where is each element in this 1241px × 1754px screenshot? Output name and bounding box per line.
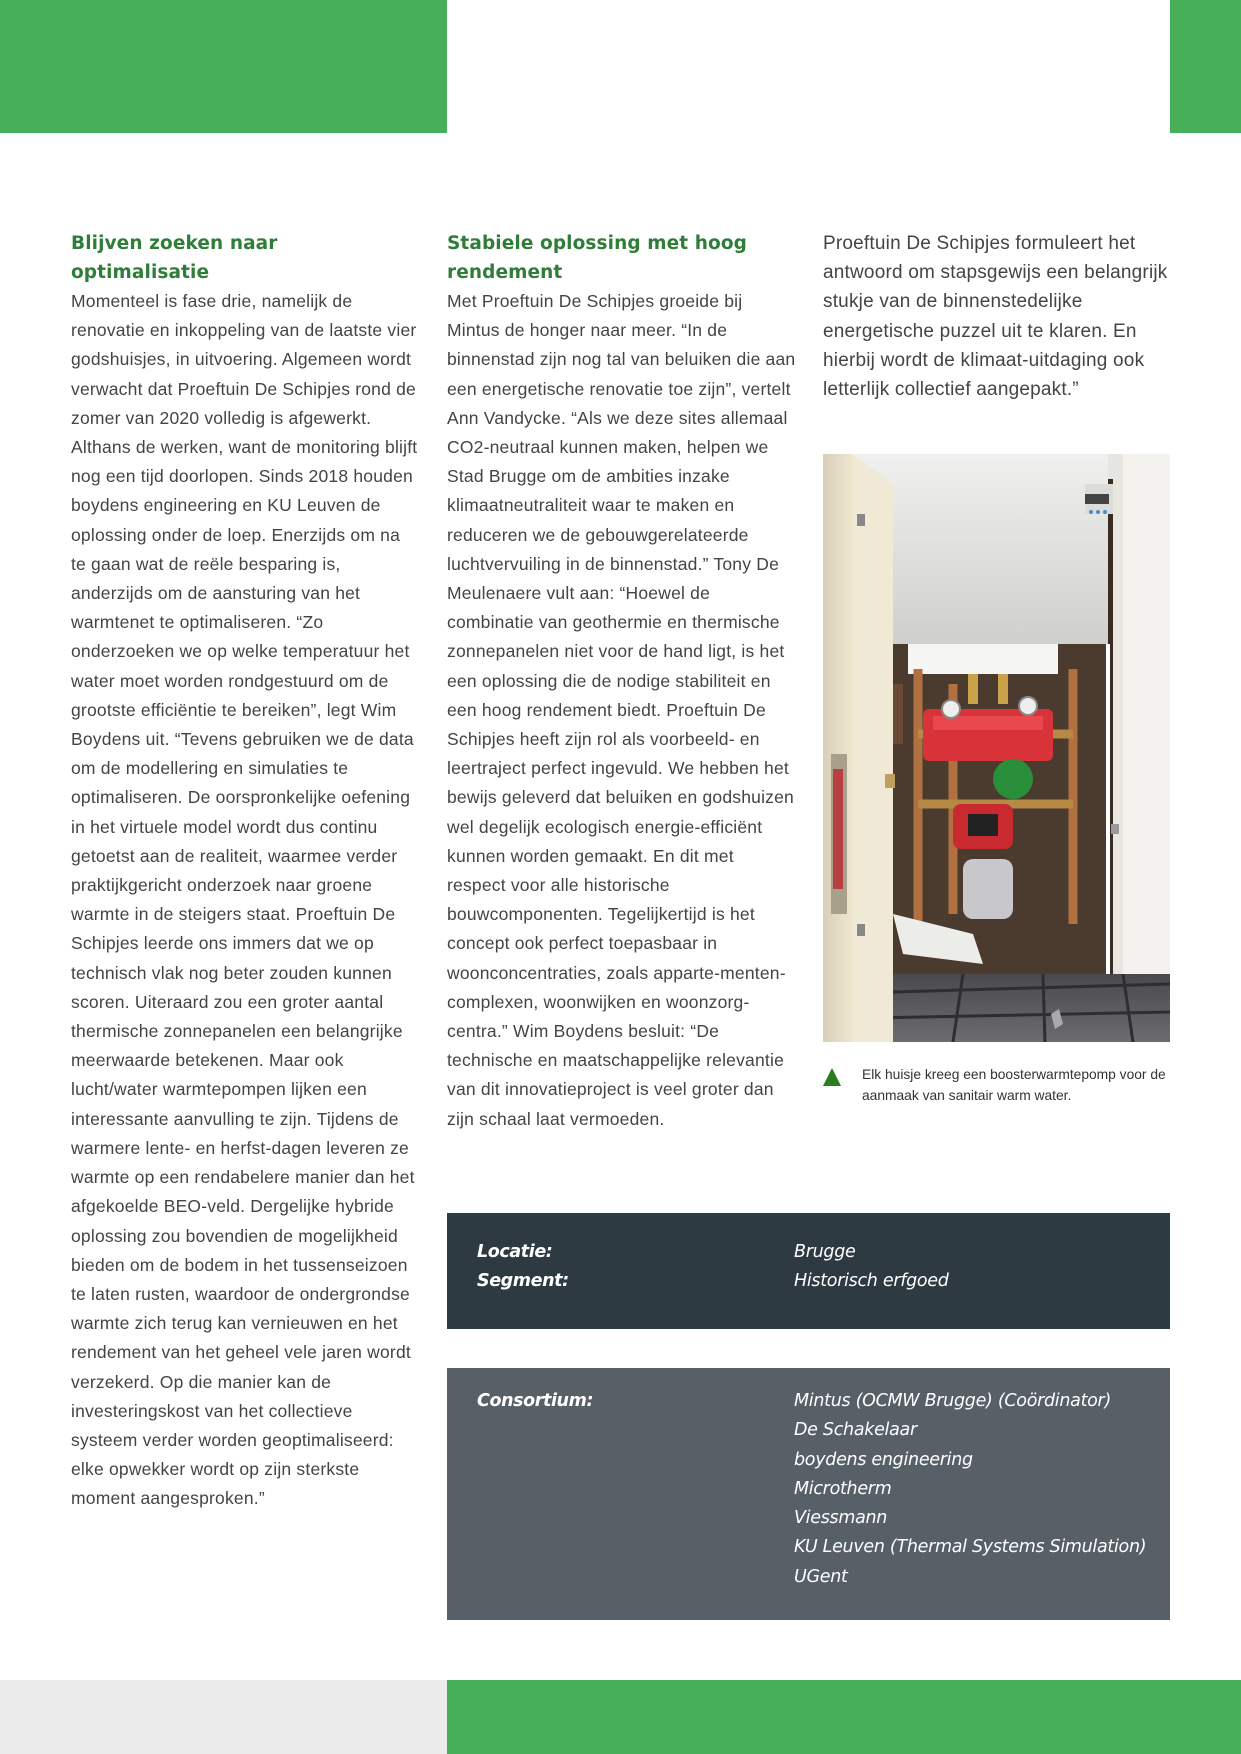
project-info-box [447, 1213, 1170, 1329]
triangle-up-icon [823, 1068, 841, 1086]
label-locatie: Locatie: [477, 1242, 553, 1262]
header-green-band-right [1170, 0, 1241, 133]
body-text-conclusie: Proeftuin De Schipjes formuleert het antwoord om stapsgewijs een belangrijk stukje van de binnenstedelijke energetische puzzel uit te klaren. En hierbij wordt de klimaat-uitdaging ook letterlijk collectief aangepakt.” [823, 233, 1168, 401]
consortium-box [447, 1368, 1170, 1620]
info-row-segment [477, 1267, 1140, 1296]
body-text-optimalisatie: Momenteel is fase drie, namelijk de renovatie en inkoppeling van de laatste vier godshuisjes, in uitvoering. Algemeen wordt verwacht dat Proeftuin De Schipjes rond de zomer van 2020 volledig is afgewerkt. Althans de werken, want de monitoring blijft nog een tijd doorlopen. Sinds 2018 houden boydens engineering en KU Leuven de oplossing onder de loep. Enerzijds om na te gaan wat de reële besparing is, anderzijds om de aansturing van het warmtenet te optimaliseren. “Zo onderzoeken we op welke temperatuur het water moet worden rondgestuurd om de grootste efficiëntie te bereiken”, legt Wim Boydens uit. “Tevens gebruiken we de data om de modellering en simulaties te optimaliseren. De oorspronkelijke oefening in het virtuele model wordt dus continu getoetst aan de realiteit, waarmee verder praktijkgericht onderzoek naar groene warmte in de steigers staat. Proeftuin De Schipjes leerde ons immers dat we op technisch vlak nog beter zouden kunnen scoren. Uiteraard zou een groter aantal thermische zonnepanelen een belangrijke meerwaarde betekenen. Maar ook lucht/water warmtepompen lijken een interessante aanvulling te zijn. Tijdens de warmere lente- en herfst-dagen leveren ze warmte op een rendabelere manier dan het afgekoelde BEO-veld. Dergelijke hybride oplossing zou bovendien de mogelijkheid bieden om de bodem in het tussenseizoen te laten rusten, waardoor de ondergrondse warmte zich terug kan vernieuwen en het rendement van het geheel vele jaren wordt verzekerd. Op die manier kan de investeringskost van het collectieve systeem verder worden geoptimaliseerd: elke opwekker wordt op zijn sterkste moment aangesproken.” [71, 291, 418, 1509]
column-3 [823, 229, 1171, 404]
consortium-member: UGent [794, 1566, 848, 1587]
column-2 [447, 229, 797, 1134]
value-segment: Historisch erfgoed [794, 1271, 949, 1291]
consortium-member: Viessmann [794, 1508, 888, 1529]
consortium-member: Microtherm [794, 1478, 892, 1499]
heading-optimalisatie: Blijven zoeken naar optimalisatie [71, 233, 278, 283]
body-text-stabiele-oplossing: Met Proeftuin De Schipjes groeide bij Mintus de honger naar meer. “In de binnenstad zijn nog tal van beluiken die aan een energetische renovatie toe zijn”, vertelt Ann Vandycke. “Als we deze sites allemaal CO2-neutraal kunnen maken, helpen we Stad Brugge om de ambities inzake klimaatneutraliteit waar te maken en reduceren we de gebouwgerelateerde luchtvervuiling in de binnenstad.” Tony De Meulenaere vult aan: “Hoewel de combinatie van geothermie en thermische zonnepanelen niet voor de hand ligt, is het een oplossing die de nodige stabiliteit en een hoog rendement biedt. Proeftuin De Schipjes heeft zijn rol als voorbeeld- en leertraject perfect ingevuld. We hebben het bewijs geleverd dat beluiken en godshuizen wel degelijk ecologisch energie-efficiënt kunnen worden gemaakt. En dit met respect voor alle historische bouwcomponenten. Tegelijkertijd is het concept ook perfect toepasbaar in woonconcentraties, zoals apparte-menten-complexen, woonwijken en woonzorg-centra.” Wim Boydens besluit: “De technische en maatschappelijke relevantie van dit innovatieproject is veel groter dan zijn schaal laat vermoeden. [447, 291, 796, 1129]
heat-pump-cabinet-photo [823, 454, 1170, 1042]
value-locatie: Brugge [794, 1242, 856, 1262]
info-row-locatie [477, 1238, 1140, 1267]
column-1 [71, 229, 419, 1514]
header-green-band-left [0, 0, 447, 133]
consortium-member: De Schakelaar [794, 1420, 917, 1441]
consortium-list [794, 1387, 1146, 1592]
consortium-member: KU Leuven (Thermal Systems Simulation) [794, 1537, 1147, 1558]
caption-text: Elk huisje kreeg een boosterwarmtepomp voor de aanmaak van sanitair warm water. [862, 1067, 1166, 1103]
footer-green-band [447, 1680, 1241, 1754]
consortium-member: boydens engineering [794, 1449, 973, 1470]
consortium-member: Mintus (OCMW Brugge) (Coördinator) [794, 1391, 1111, 1411]
label-segment: Segment: [477, 1271, 569, 1291]
heading-stabiele-oplossing: Stabiele oplossing met hoog rendement [447, 233, 747, 283]
label-consortium: Consortium: [477, 1391, 594, 1411]
footer-grey-band [0, 1680, 447, 1754]
